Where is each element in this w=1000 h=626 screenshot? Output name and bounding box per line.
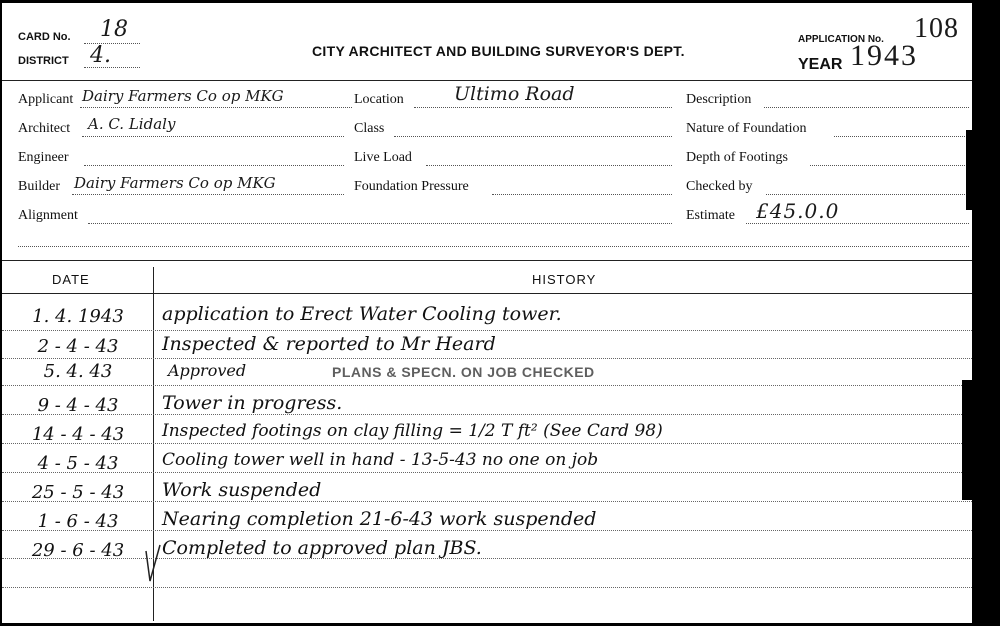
estimate-label: Estimate bbox=[686, 208, 735, 223]
class-label: Class bbox=[354, 121, 385, 136]
depth-of-footings-dots bbox=[810, 165, 969, 166]
history-date: 9 - 4 - 43 bbox=[37, 395, 119, 416]
row-line bbox=[2, 358, 972, 359]
card-no-label: CARD No. bbox=[18, 31, 71, 43]
applicant-value: Dairy Farmers Co op MKG bbox=[82, 87, 284, 105]
completion-checkmark bbox=[142, 543, 164, 587]
checked-stamp: PLANS & SPECN. ON JOB CHECKED bbox=[332, 364, 595, 380]
date-column-header: DATE bbox=[52, 272, 90, 287]
location-value: Ultimo Road bbox=[454, 83, 575, 105]
history-date: 4 - 5 - 43 bbox=[37, 453, 119, 474]
nature-of-foundation-dots bbox=[834, 136, 969, 137]
nature-of-foundation-label: Nature of Foundation bbox=[686, 121, 807, 136]
location-label: Location bbox=[354, 92, 404, 107]
builder-label: Builder bbox=[18, 179, 60, 194]
history-date: 14 - 4 - 43 bbox=[31, 424, 125, 445]
history-date: 2 - 4 - 43 bbox=[37, 336, 119, 357]
history-entry: Cooling tower well in hand - 13-5-43 no one on job bbox=[162, 450, 599, 470]
history-entry: application to Erect Water Cooling tower. bbox=[162, 303, 562, 325]
row-line bbox=[2, 330, 972, 331]
fields-rule bbox=[2, 260, 972, 261]
history-date: 1. 4. 1943 bbox=[32, 306, 124, 327]
district-label: DISTRICT bbox=[18, 55, 69, 67]
builder-value: Dairy Farmers Co op MKG bbox=[74, 174, 276, 192]
year-label: YEAR bbox=[798, 56, 843, 73]
alignment-dots bbox=[88, 223, 672, 224]
torn-edge bbox=[966, 130, 978, 210]
foundation-pressure-dots bbox=[492, 194, 672, 195]
application-label: APPLICATION No. bbox=[798, 34, 884, 45]
history-column-header: HISTORY bbox=[532, 272, 597, 287]
architect-value: A. C. Lidaly bbox=[88, 115, 176, 133]
history-date: 29 - 6 - 43 bbox=[31, 540, 125, 561]
class-dots bbox=[394, 136, 672, 137]
engineer-dots bbox=[84, 165, 344, 166]
year-value: 1943 bbox=[850, 39, 918, 72]
history-date: 25 - 5 - 43 bbox=[31, 482, 125, 503]
blank-line-fields bbox=[18, 246, 969, 247]
checked-by-label: Checked by bbox=[686, 179, 753, 194]
estimate-value: £45.0.0 bbox=[756, 199, 840, 223]
torn-edge bbox=[0, 0, 1000, 3]
district-value: 4. bbox=[90, 43, 111, 68]
torn-edge bbox=[972, 0, 1000, 626]
architect-dots bbox=[82, 136, 344, 137]
estimate-dots bbox=[746, 223, 969, 224]
architect-label: Architect bbox=[18, 121, 71, 136]
history-date: 1 - 6 - 43 bbox=[37, 511, 119, 532]
applicant-dots bbox=[80, 107, 352, 108]
description-label: Description bbox=[686, 92, 752, 107]
live-load-dots bbox=[426, 165, 672, 166]
history-entry: Work suspended bbox=[162, 479, 322, 501]
history-date: 5. 4. 43 bbox=[43, 361, 113, 382]
record-card bbox=[2, 3, 972, 623]
torn-edge bbox=[962, 380, 978, 500]
depth-of-footings-label: Depth of Footings bbox=[686, 150, 788, 165]
card-no-value: 18 bbox=[100, 17, 128, 42]
alignment-label: Alignment bbox=[18, 208, 78, 223]
applicant-label: Applicant bbox=[18, 92, 74, 107]
history-entry: Inspected footings on clay filling = 1/2 T ft² (See Card 98) bbox=[162, 421, 663, 441]
history-entry: Nearing completion 21-6-43 work suspended bbox=[162, 508, 597, 530]
row-line bbox=[2, 587, 972, 588]
foundation-pressure-label: Foundation Pressure bbox=[354, 179, 469, 194]
history-entry: Inspected & reported to Mr Heard bbox=[162, 333, 496, 355]
header-rule bbox=[2, 80, 972, 81]
history-entry: Approved bbox=[168, 361, 247, 380]
checked-by-dots bbox=[766, 194, 969, 195]
history-entry: Completed to approved plan JBS. bbox=[162, 537, 482, 559]
history-entry: Tower in progress. bbox=[162, 392, 343, 414]
live-load-label: Live Load bbox=[354, 150, 412, 165]
application-value: 108 bbox=[914, 13, 959, 44]
department-title: CITY ARCHITECT AND BUILDING SURVEYOR'S DEPT. bbox=[312, 43, 685, 59]
table-header-rule bbox=[2, 293, 972, 294]
row-line bbox=[2, 385, 972, 386]
engineer-label: Engineer bbox=[18, 150, 69, 165]
location-dots bbox=[414, 107, 672, 108]
builder-dots bbox=[72, 194, 344, 195]
description-dots bbox=[764, 107, 969, 108]
